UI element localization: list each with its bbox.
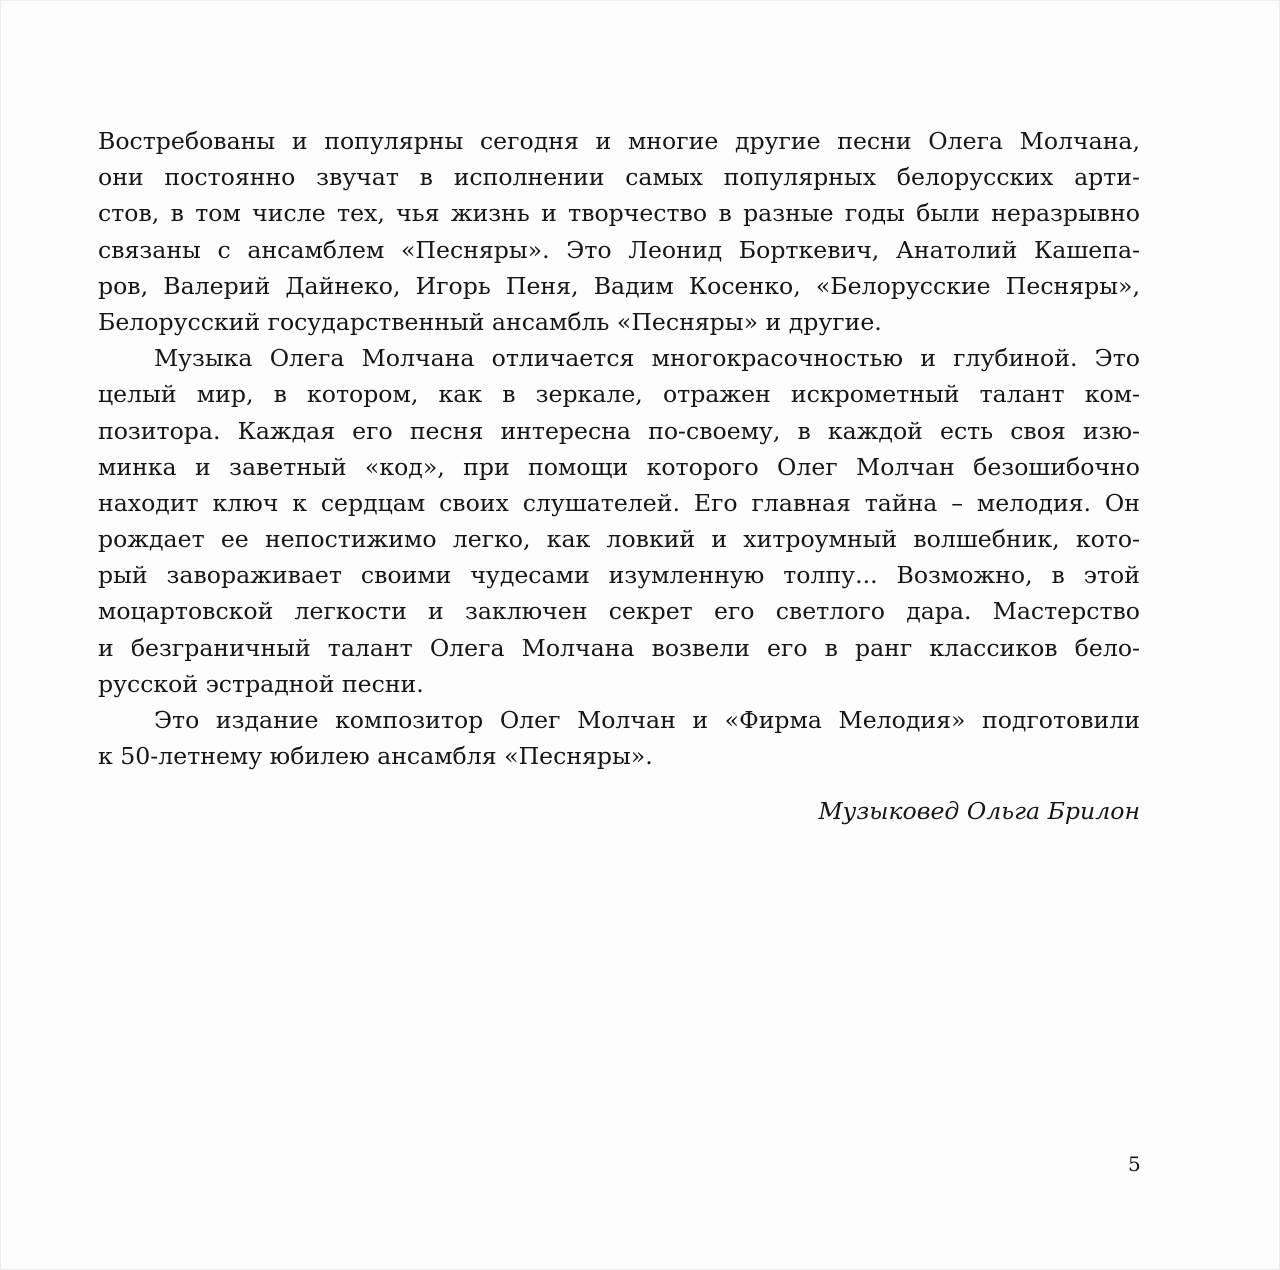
text-line: находит ключ к сердцам своих слушателей. Его главная тайна – мелодия. Он <box>98 488 1140 517</box>
text-line: Это издание композитор Олег Молчан и «Фирма Мелодия» подготовили <box>154 706 1140 734</box>
text-line: они постоянно звучат в исполнении самых популярных белорусских арти- <box>98 163 1140 192</box>
text-line: целый мир, в котором, как в зеркале, отражен искрометный талант ком- <box>98 380 1140 409</box>
text-line: Белорусский государственный ансамбль «Песняры» и другие. <box>98 307 882 336</box>
text-line: моцартовской легкости и заключен секрет его светлого дара. Мастерство <box>98 597 1140 626</box>
text-line: минка и заветный «код», при помощи которого Олег Молчан безошибочно <box>98 452 1140 481</box>
text-line: и безграничный талант Олега Молчана возвели его в ранг классиков бело- <box>98 633 1140 662</box>
text-line: русской эстрадной песни. <box>98 669 424 698</box>
text-line: Востребованы и популярны сегодня и многие другие песни Олега Молчана, <box>98 127 1140 155</box>
author-signature: Музыковед Ольга Брилон <box>818 797 1140 825</box>
text-line: стов, в том числе тех, чья жизнь и творчество в разные годы были неразрывно <box>98 199 1140 228</box>
text-line: позитора. Каждая его песня интересна по-своему, в каждой есть своя изю- <box>98 416 1140 445</box>
text-line: ров, Валерий Дайнеко, Игорь Пеня, Вадим Косенко, «Белорусские Песняры», <box>98 271 1140 300</box>
text-line: к 50-летнему юбилею ансамбля «Песняры». <box>98 742 653 771</box>
text-line: рый завораживает своими чудесами изумленную толпу... Возможно, в этой <box>98 561 1140 590</box>
article-text <box>98 123 1140 774</box>
text-line: связаны с ансамблем «Песняры». Это Леонид Борткевич, Анатолий Кашепа- <box>98 235 1140 264</box>
text-line: Музыка Олега Молчана отличается многокрасочностью и глубиной. Это <box>154 344 1140 373</box>
page-number: 5 <box>1128 1152 1141 1176</box>
text-line: рождает ее непостижимо легко, как ловкий и хитроумный волшебник, кото- <box>98 525 1140 554</box>
